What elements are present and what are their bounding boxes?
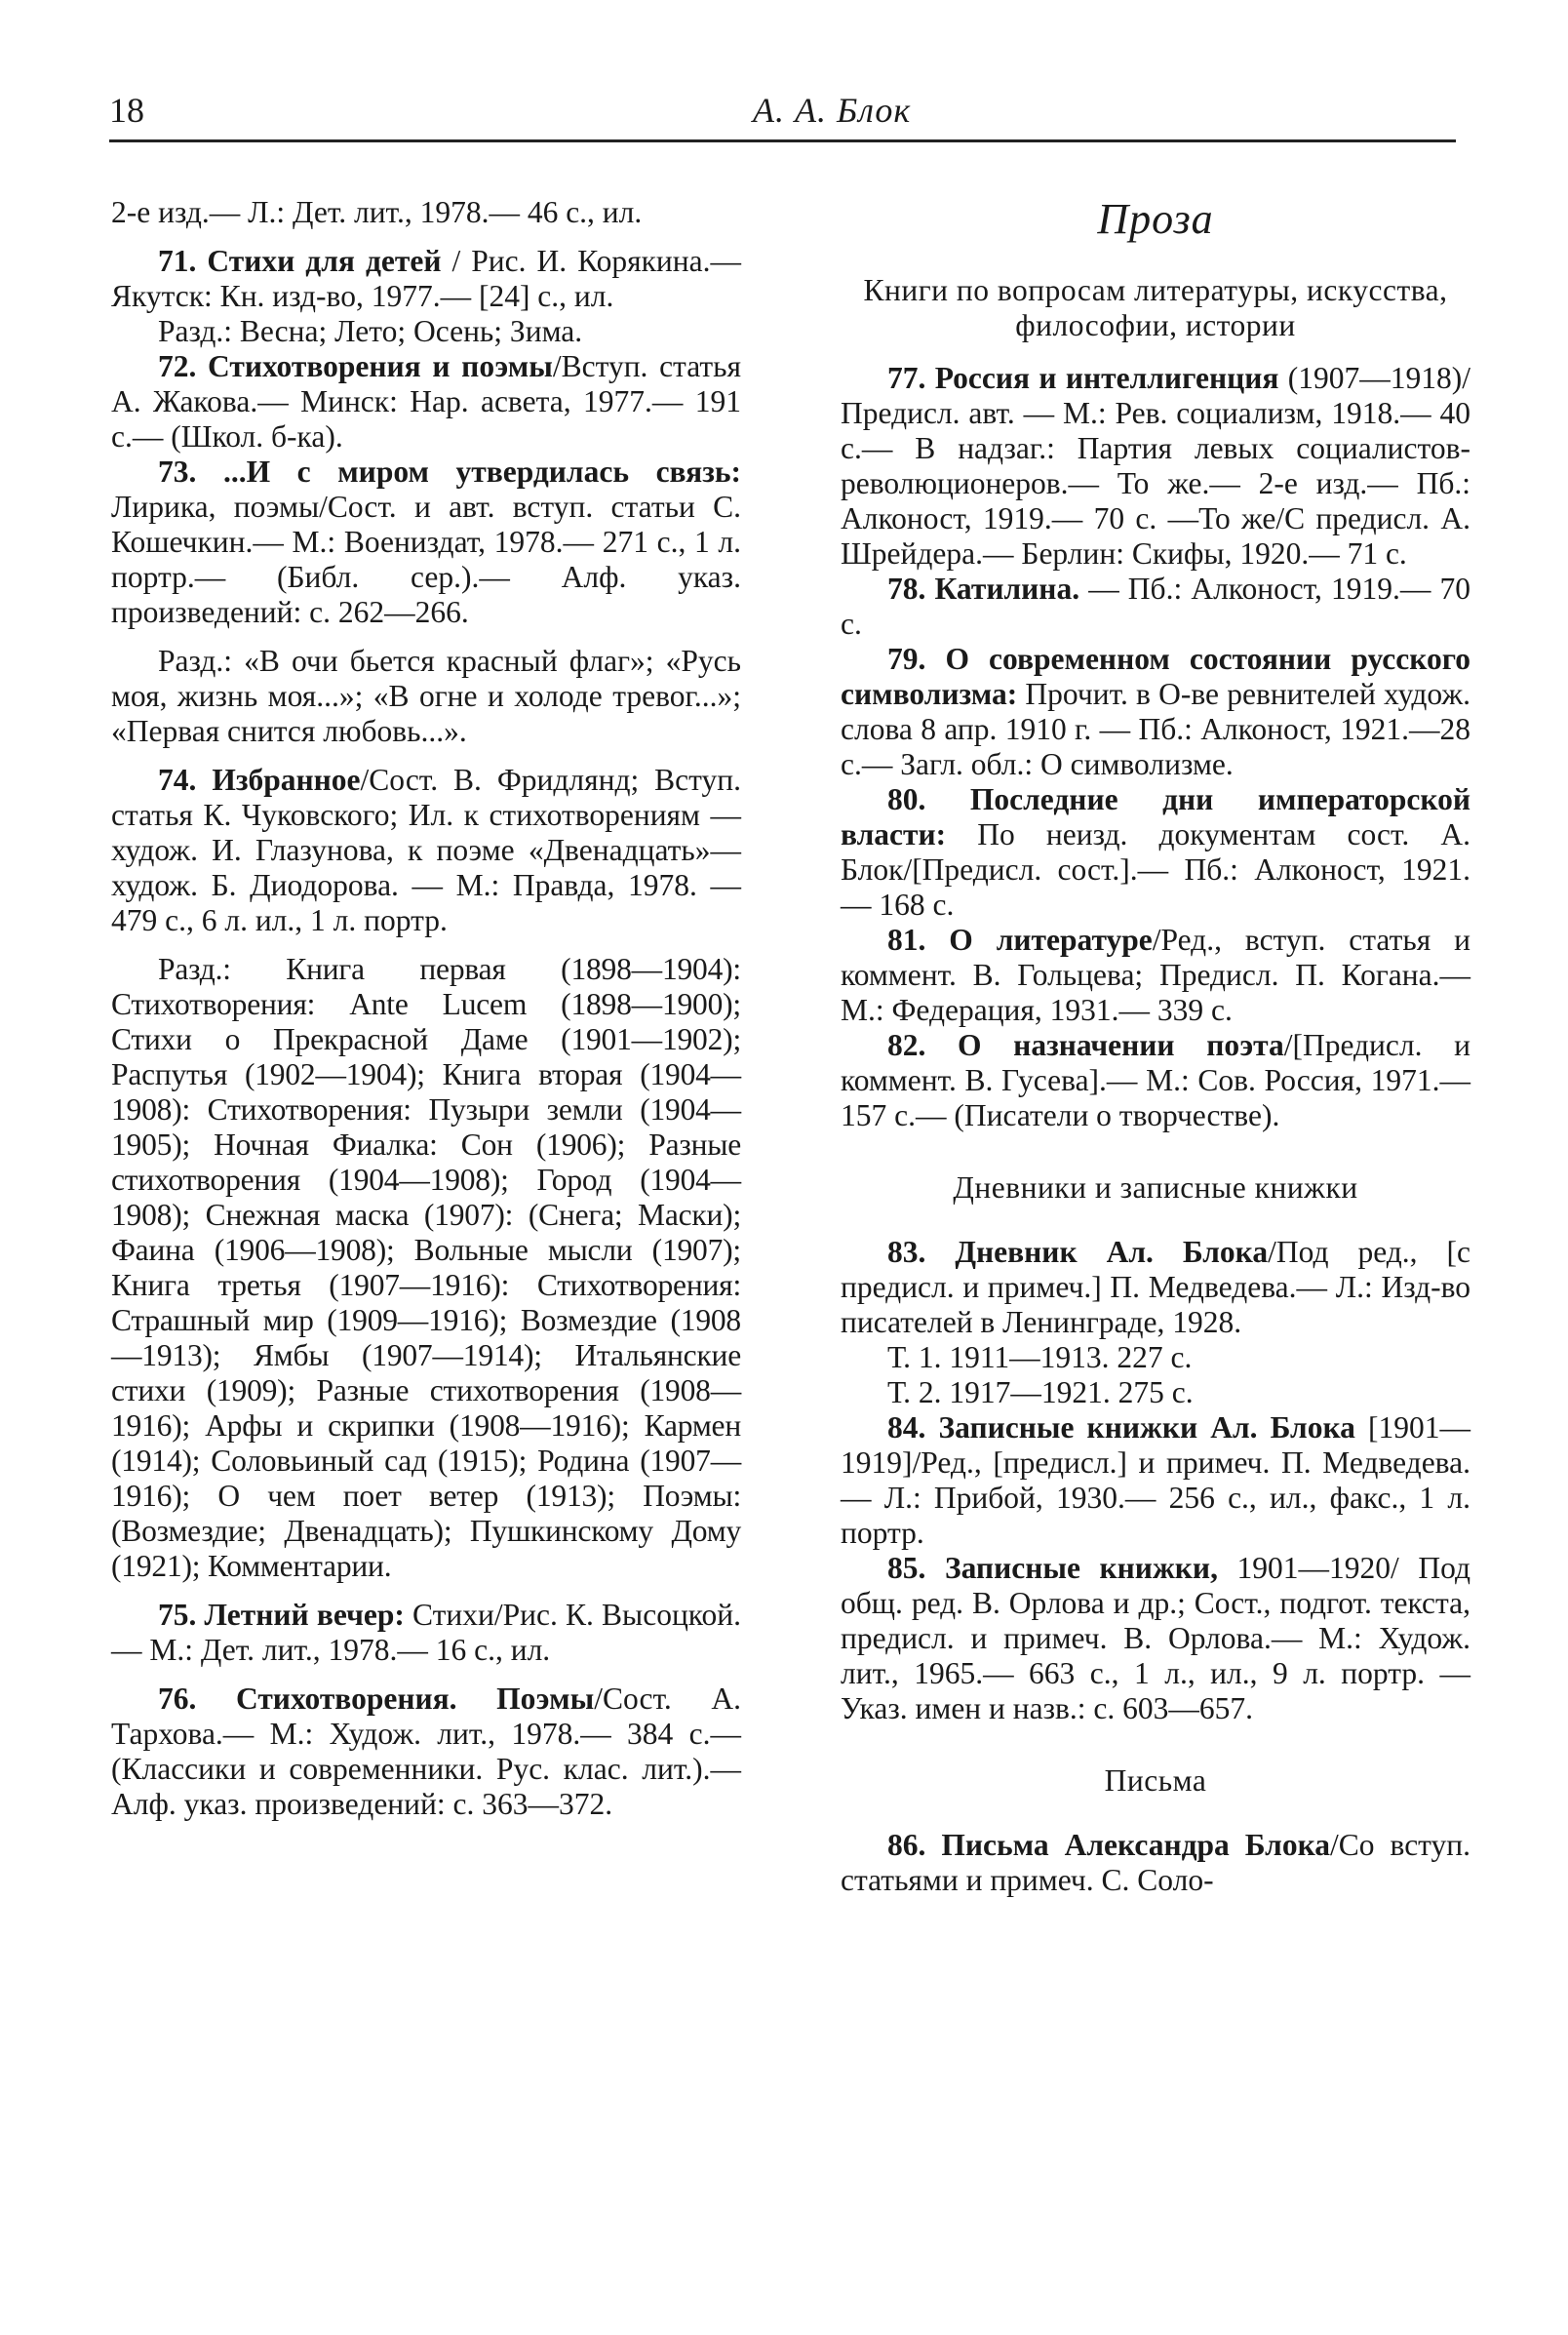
entry-86: 86. Письма Александра Блока/Со вступ. статьями и примеч. С. Соло-	[841, 1828, 1471, 1897]
entry-73: 73. ...И с миром утвердилась связь: Лирика, поэмы/Сост. и авт. вступ. статьи С. Кошечкин.— М.: Воениздат, 1978.— 271 с., 1 л. портр.— (Библ. сер.).— Алф. указ. произведений: с. 262—266.	[111, 455, 741, 629]
entry-title: 85. Записные книжки,	[887, 1551, 1218, 1585]
entry-title: 81. О литературе	[887, 923, 1153, 957]
entry-title: 71. Стихи для детей	[158, 244, 442, 278]
entry-title: 73. ...И с миром утвердилась связь:	[158, 455, 741, 489]
entry-76: 76. Стихотворения. Поэмы/Сост. А. Тархова.— М.: Худож. лит., 1978.— 384 с.— (Классики и современники. Рус. клас. лит.).— Алф. указ. произведений: с. 363—372.	[111, 1682, 741, 1821]
entry-title: 78. Катилина.	[887, 572, 1080, 606]
page-header	[109, 90, 1455, 139]
entry-74-contents: Разд.: Книга первая (1898—1904): Стихотворения: Ante Lucem (1898—1900); Стихи о Прекрасной Даме (1901—1902); Распутья (1902—1904); Книга вторая (1904—1908): Стихотворения: Пузыри земли (1904—1905); Ночная Фиалка: Сон (1906); Разные стихотворения (1904—1908); Город (1904—1908); Снежная маска (1907): (Снега; Маски); Фаина (1906—1908); Вольные мысли (1907); Книга третья (1907—1916): Стихотворения: Страшный мир (1909—1916); Возмездие (1908—1913); Ямбы (1907—1914); Итальянские стихи (1909); Разные стихотворения (1908—1916); Арфы и скрипки (1908—1916); Кармен (1914); Соловьиный сад (1915); Родина (1907—1916); О чем поет ветер (1913); Поэмы: (Возмездие; Двенадцать); Пушкинскому Дому (1921); Комментарии.	[111, 952, 741, 1583]
entry-73-contents: Разд.: «В очи бьется красный флаг»; «Русь моя, жизнь моя...»; «В огне и холоде тревог...»; «Первая снится любовь...».	[111, 644, 741, 748]
entry-title: 83. Дневник Ал. Блока	[887, 1235, 1269, 1269]
entry-title: 77. Россия и интеллигенция	[887, 361, 1279, 395]
entry-title: 84. Записные книжки Ал. Блока	[887, 1410, 1355, 1445]
subsection-title-diaries: Дневники и записные книжки	[953, 1170, 1358, 1205]
entry-81: 81. О литературе/Ред., вступ. статья и коммент. В. Гольцева; Предисл. П. Когана.— М.: Федерация, 1931.— 339 с.	[841, 923, 1470, 1027]
entry-title: 72. Стихотворения и поэмы	[158, 349, 553, 383]
entry-83: 83. Дневник Ал. Блока/Под ред., [с предисл. и примеч.] П. Медведева.— Л.: Изд-во писателей в Ленинграде, 1928.	[841, 1235, 1470, 1339]
entry-80: 80. Последние дни императорской власти: По неизд. документам сост. А. Блок/[Предисл. сост.].— Пб.: Алконост, 1921. — 168 с.	[841, 782, 1470, 922]
entry-title: 82. О назначении поэта	[887, 1028, 1284, 1062]
entry-83-volume-1: Т. 1. 1911—1913. 227 с.	[887, 1340, 1193, 1374]
right-column	[841, 195, 1470, 1898]
entry-75: 75. Летний вечер: Стихи/Рис. К. Высоцкой. — М.: Дет. лит., 1978.— 16 с., ил.	[111, 1598, 741, 1667]
page-number: 18	[109, 91, 144, 130]
entry-title: 86. Письма Александра Блока	[887, 1828, 1331, 1862]
entry-title: 75. Летний вечер:	[158, 1598, 405, 1632]
entry-continuation: 2-е изд.— Л.: Дет. лит., 1978.— 46 с., ил.	[111, 195, 643, 229]
entry-title: 79. О современном состоянии русского символизма:	[841, 642, 1470, 711]
subsection-title-books: Книги по вопросам литературы, искусства, философии, истории	[863, 273, 1448, 342]
entry-71: 71. Стихи для детей / Рис. И. Корякина.— Якутск: Кн. изд-во, 1977.— [24] с., ил.	[111, 244, 741, 313]
entry-72: 72. Стихотворения и поэмы/Вступ. статья А. Жакова.— Минск: Нар. асвета, 1977.— 191 с.— (Школ. б-ка).	[111, 349, 741, 454]
entry-85: 85. Записные книжки, 1901—1920/ Под общ. ред. В. Орлова и др.; Сост., подгот. текста, предисл. и примеч. В. Орлова.— М.: Худож. лит., 1965.— 663 с., 1 л., ил., 9 л. портр. — Указ. имен и назв.: с. 603—657.	[841, 1551, 1470, 1725]
entry-71-contents: Разд.: Весна; Лето; Осень; Зима.	[158, 314, 583, 348]
entry-82: 82. О назначении поэта/[Предисл. и коммент. В. Гусева].— М.: Сов. Россия, 1971.— 157 с.— (Писатели о творчестве).	[841, 1028, 1470, 1132]
section-title-prose: Проза	[1097, 195, 1214, 243]
entry-title: 76. Стихотворения. Поэмы	[158, 1682, 595, 1716]
entry-74: 74. Избранное/Сост. В. Фридлянд; Вступ. статья К. Чуковского; Ил. к стихотворениям — худож. И. Глазунова, к поэме «Двенадцать»—худож. Б. Диодорова. — М.: Правда, 1978. — 479 с., 6 л. ил., 1 л. портр.	[111, 763, 741, 937]
left-column	[111, 195, 741, 1822]
entry-title: 80. Последние дни императорской власти:	[841, 782, 1470, 851]
subsection-title-letters: Письма	[1104, 1763, 1207, 1798]
header-rule	[109, 139, 1456, 142]
entry-77: 77. Россия и интеллигенция (1907—1918)/Предисл. авт. — М.: Рев. социализм, 1918.— 40 с.— В надзаг.: Партия левых социалистов-революционеров.— То же.— 2-е изд.— Пб.: Алконост, 1919.— 70 с. —То же/С предисл. А. Шрейдера.— Берлин: Скифы, 1920.— 71 с.	[841, 361, 1471, 571]
entry-78: 78. Катилина. — Пб.: Алконост, 1919.— 70 с.	[841, 572, 1470, 641]
entry-title: 74. Избранное	[158, 763, 361, 797]
entry-84: 84. Записные книжки Ал. Блока [1901—1919]/Ред., [предисл.] и примеч. П. Медведева.— Л.: Прибой, 1930.— 256 с., ил., факс., 1 л. портр.	[841, 1410, 1470, 1550]
running-head: А. А. Блок	[753, 91, 912, 130]
entry-79: 79. О современном состоянии русского символизма: Прочит. в О-ве ревнителей худож. слова 8 апр. 1910 г. — Пб.: Алконост, 1921.—28 с.— Загл. обл.: О символизме.	[841, 642, 1470, 781]
entry-83-volume-2: Т. 2. 1917—1921. 275 с.	[887, 1375, 1194, 1409]
